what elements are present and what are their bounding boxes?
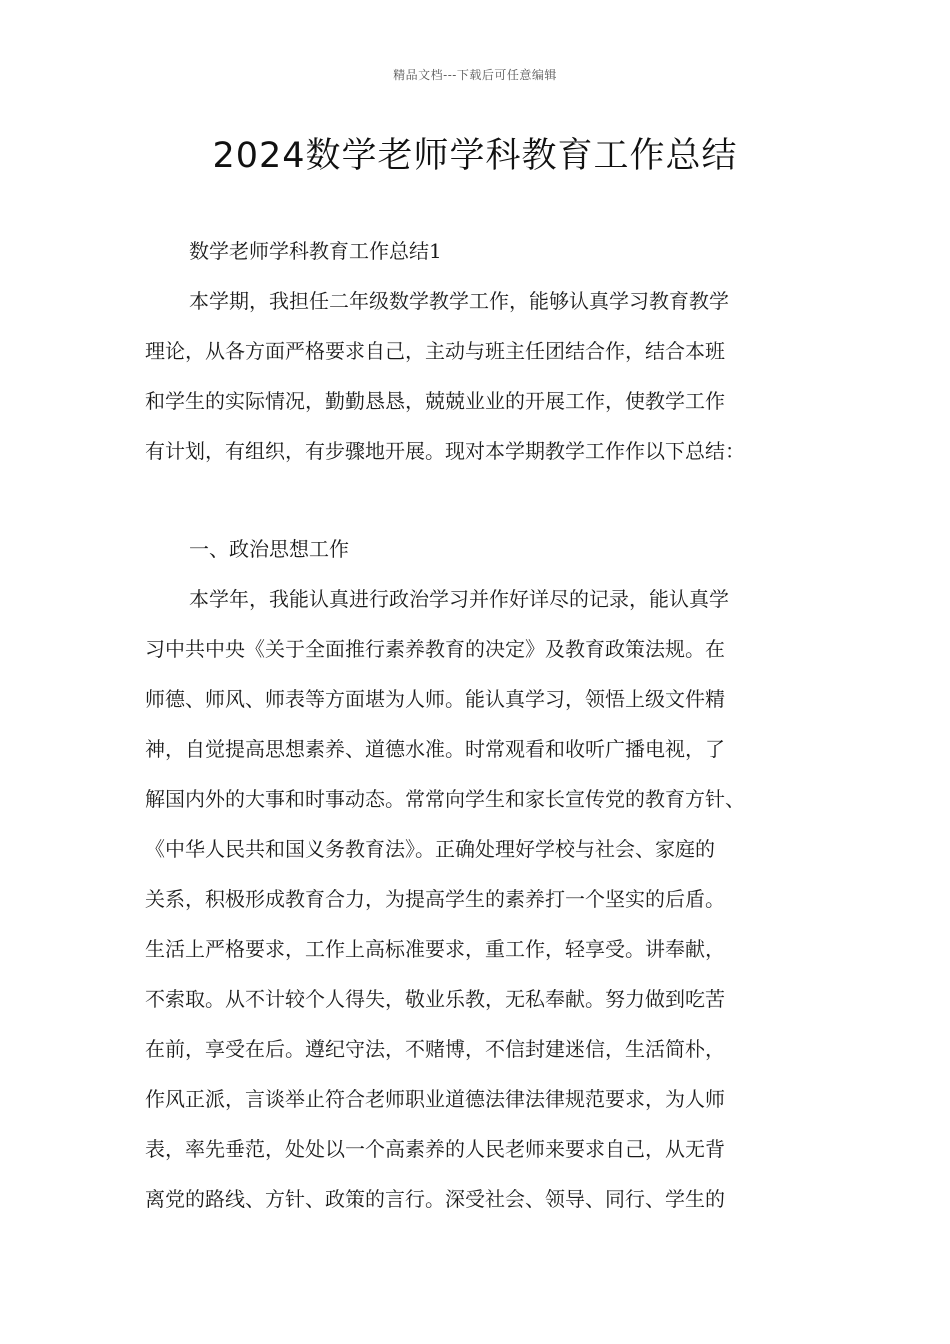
- paragraph-line: 在前，享受在后。遵纪守法，不赌博，不信封建迷信，生活简朴，: [145, 1037, 725, 1061]
- document-body-intro: [145, 226, 817, 476]
- paragraph-line: 《中华人民共和国义务教育法》。正确处理好学校与社会、家庭的: [145, 837, 715, 861]
- section-heading: 一、政治思想工作: [189, 537, 349, 561]
- document-body-section1: [145, 524, 817, 1224]
- paragraph-line: 神，自觉提高思想素养、道德水准。时常观看和收听广播电视，了: [145, 737, 725, 761]
- paragraph-line: 本学期，我担任二年级数学教学工作，能够认真学习教育教学: [189, 289, 729, 313]
- paragraph-line: 解国内外的大事和时事动态。常常向学生和家长宣传党的教育方针、: [145, 787, 745, 811]
- header-note: 精品文档---下载后可任意编辑: [393, 68, 557, 82]
- paragraph-line: 表，率先垂范，处处以一个高素养的人民老师来要求自己，从无背: [145, 1137, 725, 1161]
- paragraph-line: 有计划，有组织，有步骤地开展。现对本学期教学工作作以下总结：: [145, 439, 745, 463]
- paragraph-line: 习中共中央《关于全面推行素养教育的决定》及教育政策法规。在: [145, 637, 725, 661]
- paragraph-line: 本学年，我能认真进行政治学习并作好详尽的记录，能认真学: [189, 587, 729, 611]
- paragraph-line: 不索取。从不计较个人得失，敬业乐教，无私奉献。努力做到吃苦: [145, 987, 725, 1011]
- paragraph-line: 生活上严格要求，工作上高标准要求，重工作，轻享受。讲奉献，: [145, 937, 725, 961]
- paragraph-line: 理论，从各方面严格要求自己，主动与班主任团结合作，结合本班: [145, 339, 725, 363]
- paragraph-line: 关系，积极形成教育合力，为提高学生的素养打一个坚实的后盾。: [145, 887, 725, 911]
- paragraph-line: 离党的路线、方针、政策的言行。深受社会、领导、同行、学生的: [145, 1187, 725, 1211]
- document-title: 2024数学老师学科教育工作总结: [212, 136, 738, 176]
- paragraph-line: 和学生的实际情况，勤勤恳恳，兢兢业业的开展工作，使教学工作: [145, 389, 725, 413]
- paragraph-line: 师德、师风、师表等方面堪为人师。能认真学习，领悟上级文件精: [145, 687, 725, 711]
- section-subtitle: 数学老师学科教育工作总结1: [189, 239, 442, 263]
- paragraph-line: 作风正派，言谈举止符合老师职业道德法律法律规范要求，为人师: [145, 1087, 725, 1111]
